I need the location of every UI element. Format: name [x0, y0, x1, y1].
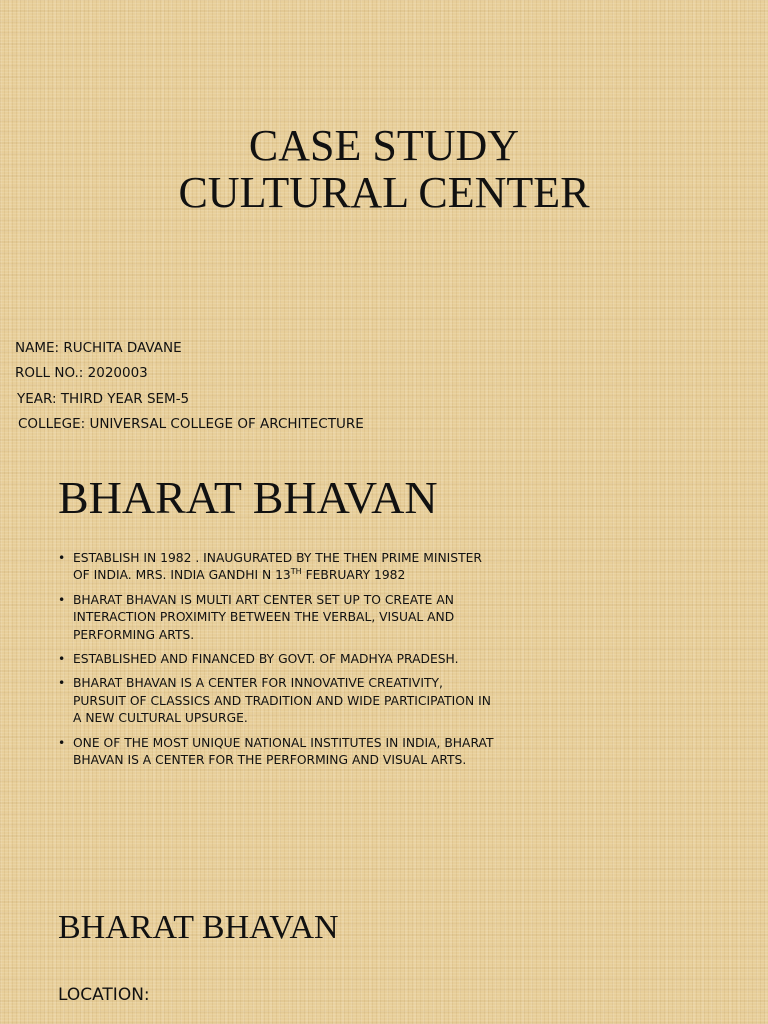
bullet-icon: •	[58, 735, 66, 750]
bullet-text: BHARAT BHAVAN IS MULTI ART CENTER SET UP TO CREATE AN INTERACTION PROXIMITY BETWEEN THE VERBAL, VISUAL AND PERFORMING ARTS.	[73, 592, 455, 642]
list-item	[58, 651, 498, 668]
bullet-text: BHARAT BHAVAN IS A CENTER FOR INNOVATIVE CREATIVITY, PURSUIT OF CLASSICS AND TRADITION AND WIDE PARTICIPATION IN A NEW CULTURAL UPSURGE.	[73, 676, 491, 726]
overview-slide	[0, 448, 768, 880]
bullet-text: ONE OF THE MOST UNIQUE NATIONAL INSTITUTES IN INDIA, BHARAT BHAVAN IS A CENTER FOR THE PERFORMING AND VISUAL ARTS.	[73, 735, 494, 768]
student-info	[15, 336, 364, 437]
bullet-icon: •	[58, 676, 66, 691]
bullet-text-tail: FEBRUARY 1982	[301, 568, 406, 583]
list-item	[58, 735, 498, 770]
bullet-list	[58, 550, 498, 776]
roll-number: ROLL NO.: 2020003	[15, 365, 148, 382]
list-item	[58, 675, 498, 727]
bullet-icon: •	[58, 592, 66, 607]
study-year: YEAR: THIRD YEAR SEM-5	[17, 390, 190, 407]
bullet-icon: •	[58, 652, 66, 667]
title-slide	[0, 0, 768, 448]
slide-title	[0, 122, 768, 216]
bullet-icon: •	[58, 551, 66, 565]
title-line-cultural-center: CULTURAL CENTER	[178, 168, 590, 217]
location-label: LOCATION:	[58, 985, 150, 1005]
college-name: COLLEGE: UNIVERSAL COLLEGE OF ARCHITECTURE	[18, 415, 364, 432]
list-item	[58, 592, 498, 644]
bullet-text: ESTABLISH IN 1982 . INAUGURATED BY THE THEN PRIME MINISTER OF INDIA. MRS. INDIA GANDHI N 13	[73, 551, 482, 583]
list-item	[58, 550, 498, 585]
section-heading: BHARAT BHAVAN	[58, 909, 339, 946]
bullet-text: ESTABLISHED AND FINANCED BY GOVT. OF MADHYA PRADESH.	[73, 652, 459, 667]
student-name: NAME: RUCHITA DAVANE	[15, 340, 182, 356]
title-line-case-study: CASE STUDY	[248, 121, 520, 170]
location-slide	[0, 880, 768, 1024]
section-heading: BHARAT BHAVAN	[58, 472, 438, 523]
ordinal-suffix: TH	[290, 567, 302, 577]
